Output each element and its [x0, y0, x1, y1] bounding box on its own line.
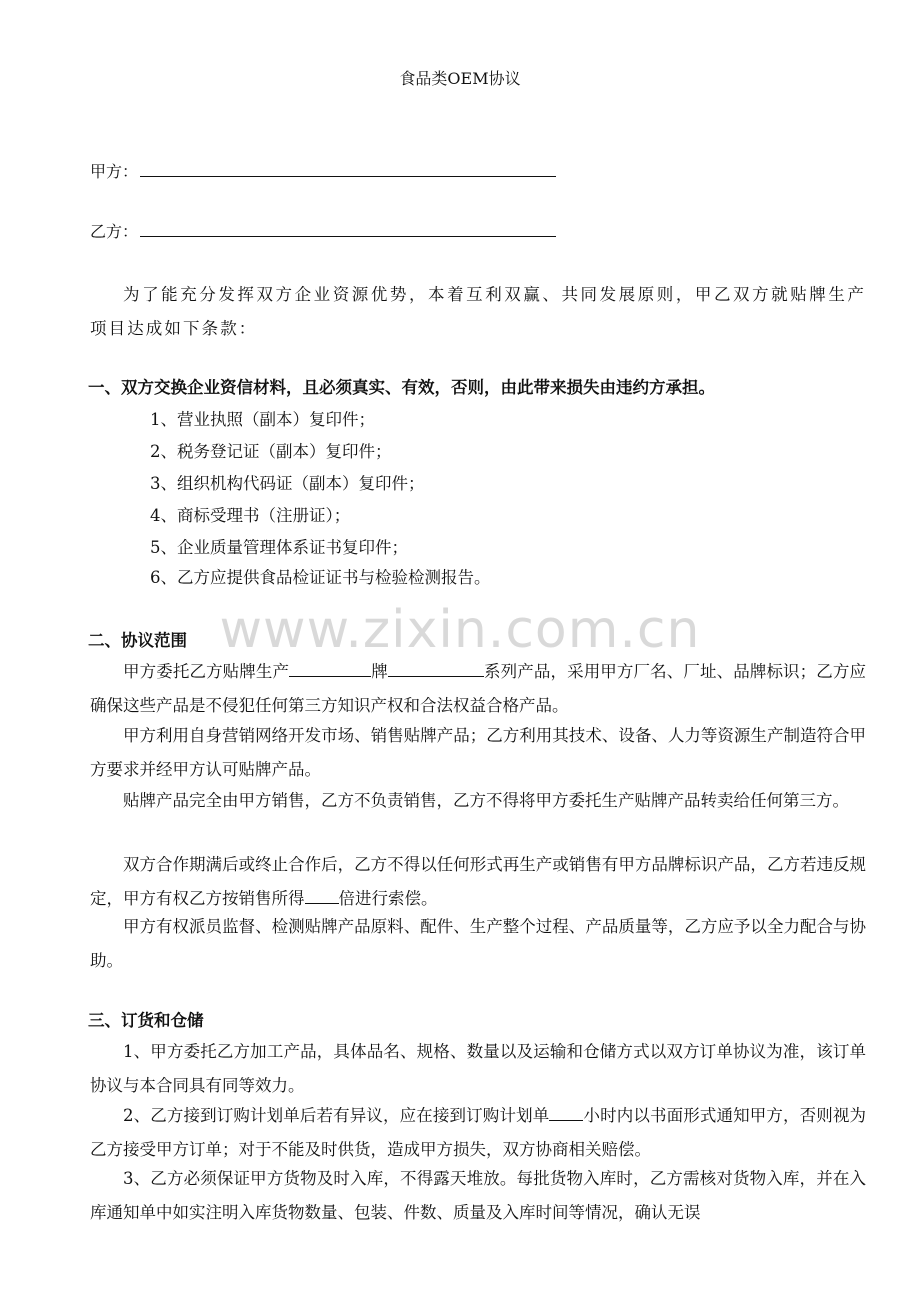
- section-3-paragraph-1: 1、甲方委托乙方加工产品，具体品名、规格、数量以及运输和仓储方式以双方订单协议为准，该订单协议与本合同具有同等效力。: [90, 1042, 866, 1095]
- section-2-paragraph-2: 甲方利用自身营销网络开发市场、销售贴牌产品；乙方利用其技术、设备、人力等资源生产制造符合甲方要求并经甲方认可贴牌产品。: [90, 726, 866, 779]
- party-b-line: [90, 220, 556, 243]
- section-3-paragraph-3: 3、乙方必须保证甲方货物及时入库，不得露天堆放。每批货物入库时，乙方需核对货物入库，并在入库通知单中如实注明入库货物数量、包装、件数、质量及入库时间等情况，确认无误: [90, 1169, 866, 1222]
- section-2-heading: 二、协议范围: [88, 631, 187, 650]
- section-2-p1-text-a: 甲方委托乙方贴牌生产: [123, 662, 290, 681]
- section-2-p4-text-b: 倍进行索偿。: [338, 889, 438, 908]
- party-a-blank[interactable]: [140, 160, 556, 177]
- product-series-blank[interactable]: [388, 662, 484, 677]
- section-2-paragraph-1: [90, 655, 866, 723]
- list-item: 6、乙方应提供食品检证证书与检验检测报告。: [150, 568, 491, 587]
- party-b-label: 乙方：: [90, 222, 139, 241]
- intro-paragraph: 为了能充分发挥双方企业资源优势，本着互利双赢、共同发展原则，甲乙双方就贴牌生产项目达成如下条款：: [90, 285, 866, 338]
- party-b-blank[interactable]: [140, 220, 556, 237]
- watermark: www.zixin.com.cn: [219, 600, 701, 660]
- section-2-p1-text-c: 系列产品，采用甲方厂名、厂址、品牌标识；乙方应确保这些产品是不侵犯任何第三方知识产权和合法权益合格产品。: [90, 662, 867, 715]
- section-3-p2-text-a: 2、乙方接到订购计划单后若有异议，应在接到订购计划单: [123, 1106, 550, 1125]
- brand-name-blank[interactable]: [289, 662, 371, 677]
- list-item: 3、组织机构代码证（副本）复印件；: [150, 474, 425, 493]
- section-2-paragraph-3: 贴牌产品完全由甲方销售，乙方不负责销售，乙方不得将甲方委托生产贴牌产品转卖给任何第三方。: [123, 791, 849, 810]
- party-a-line: [90, 160, 556, 183]
- section-2-p1-text-b: 牌: [371, 662, 388, 681]
- hours-blank[interactable]: [549, 1106, 583, 1121]
- section-2-paragraph-5: 甲方有权派员监督、检测贴牌产品原料、配件、生产整个过程、产品质量等，乙方应予以全力配合与协助。: [90, 917, 866, 970]
- section-3-heading: 三、订货和仓储: [88, 1011, 204, 1030]
- list-item: 2、税务登记证（副本）复印件；: [150, 442, 392, 461]
- section-2-paragraph-4: [90, 848, 866, 916]
- list-item: 1、营业执照（副本）复印件；: [150, 410, 375, 429]
- section-3-p2-text-b: 小时内以书面形式通知甲方，否则视为乙方接受甲方订单；对于不能及时供货，造成甲方损失，双方协商相关赔偿。: [90, 1106, 867, 1159]
- list-item: 5、企业质量管理体系证书复印件；: [150, 538, 408, 557]
- compensation-multiple-blank[interactable]: [305, 889, 339, 904]
- party-a-label: 甲方：: [90, 162, 139, 181]
- list-item: 4、商标受理书（注册证）；: [150, 506, 351, 525]
- document-title: 食品类OEM协议: [399, 69, 521, 88]
- section-1-heading: 一、双方交换企业资信材料，且必须真实、有效，否则，由此带来损失由违约方承担。: [88, 378, 715, 397]
- section-2-p4-text-a: 双方合作期满后或终止合作后，乙方不得以任何形式再生产或销售有甲方品牌标识产品，乙方若违反规定，甲方有权乙方按销售所得: [90, 855, 866, 908]
- section-3-paragraph-2: [90, 1099, 866, 1167]
